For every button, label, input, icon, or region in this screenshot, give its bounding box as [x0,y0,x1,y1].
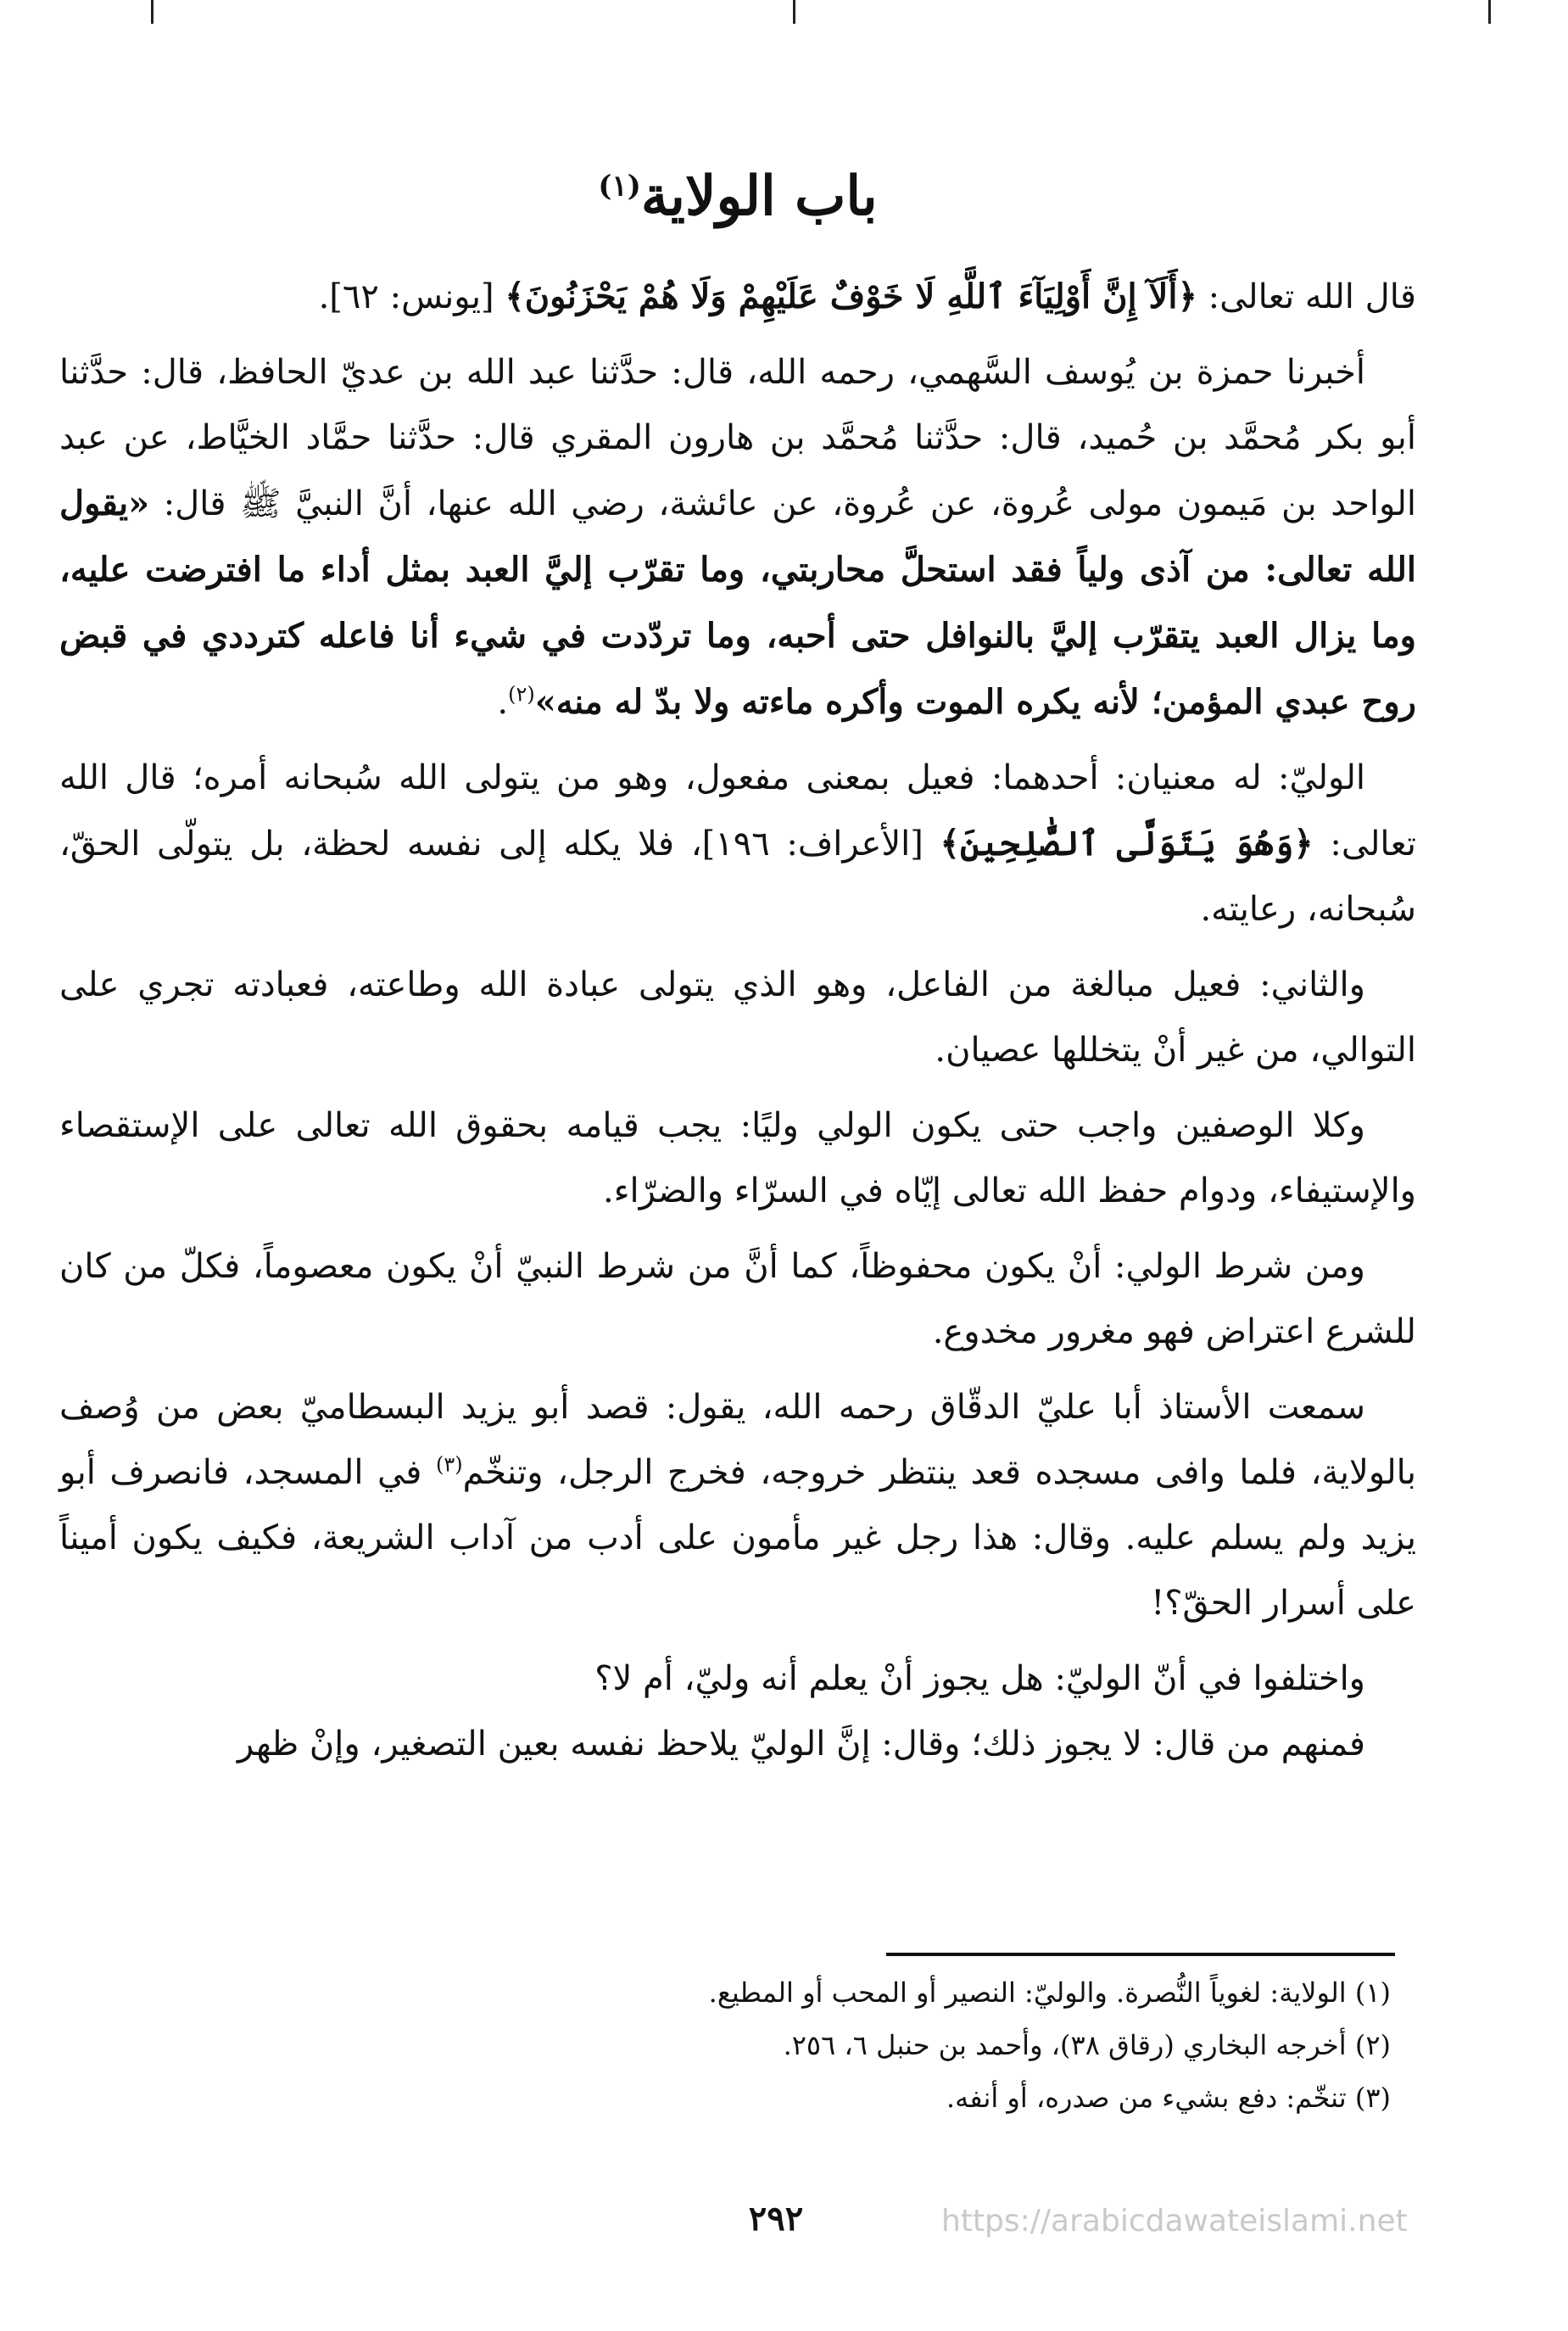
quran-verse: ﴿وَهُوَ يَتَوَلَّى ٱلصَّٰلِحِينَ﴾ [940,824,1314,864]
scan-mark [793,0,795,24]
isnad-text: أخبرنا حمزة بن يُوسف السَّهمي، رحمه الله، قال: حدَّثنا عبد الله بن عديّ الحافظ، قال: حدَّثنا أبو بكر مُحمَّد بن حُميد، قال: حدَّثنا مُحمَّد بن هارون المقري قال: حدَّثنا حمَّاد الخيَّاط، عن عبد الواحد بن مَيمون مولى عُروة، عن عُروة، عن عائشة، رضي الله عنها، أنَّ النبيَّ ﷺ قال: [59,353,1416,524]
paragraph-wali-meaning [59,746,1416,942]
footnote-1: (١) الولاية: لغوياً النُّصرة. والوليّ: النصير أو المحب أو المطيع. [708,1976,1391,2009]
hadith-text: «يقول الله تعالى: من آذى ولياً فقد استحلَّ محاربتي، وما تقرّب إليَّ العبد بمثل أداء ما افترضت عليه، وما يزال العبد يتقرّب إليَّ بالنوافل حتى أحبه، وما تردّدت في شيء أنا فاعله كترددي في قبض روح عبدي المؤمن؛ لأنه يكره الموت وأكره ماءته ولا بدّ له منه» [59,484,1416,723]
text-span: سمعت الأستاذ أبا عليّ الدقّاق رحمه الله، يقول: قصد أبو يزيد البسطاميّ بعض من وُصف بالولاية، فلما وافى مسجده قعد ينتظر خروجه، فخرج الرجل، وتنخّم [59,1388,1416,1493]
footnotes [59,1966,1391,2124]
paragraph-abu-yazid-story [59,1375,1416,1636]
paragraph-disagreement: واختلفوا في أنّ الوليّ: هل يجوز أنْ يعلم أنه وليّ، أم لا؟ [594,1659,1365,1699]
scan-mark [151,0,153,24]
footnote-ref: (١) [598,169,641,204]
text-span: في المسجد، فانصرف أبو يزيد ولم يسلم عليه. وقال: هذا رجل غير مأمون على أدب من آداب الشريعة، فكيف يكون أميناً على أسرار الحقّ؟! [59,1453,1416,1624]
footnote-ref: (٢) [508,682,535,707]
paragraph-second-meaning: والثاني: فعيل مبالغة من الفاعل، وهو الذي يتولى عبادة الله وطاعته، فعبادته تجري على التوالي، من غير أنْ يتخللها عصيان. [59,965,1416,1070]
paragraph-wali-condition: ومن شرط الولي: أنْ يكون محفوظاً، كما أنَّ من شرط النبيّ أنْ يكون معصوماً، فكلّ من كان للشرع اعتراض فهو مغرور مخدوع. [59,1247,1416,1352]
paragraph-quran-verse [59,264,1416,330]
scan-mark [1488,0,1491,24]
chapter-title [59,161,1416,232]
paragraph-opinion: فمنهم من قال: لا يجوز ذلك؛ وقال: إنَّ الوليّ يلاحظ نفسه بعين التصغير، وإنْ ظهر [237,1724,1365,1764]
chapter-title-text: باب الولاية [640,165,878,228]
footnote-ref: (٣) [435,1452,463,1477]
page-number: ٢٩٢ [748,2199,804,2239]
footnote-3: (٣) تنخّم: دفع بشيء من صدره، أو أنفه. [946,2082,1391,2114]
text-span: [الأعراف: ١٩٦]، فلا يكله إلى نفسه لحظة، بل يتولّى الحقّ، سُبحانه، رعايته. [59,825,1416,930]
footnote-2: (٢) أخرجه البخاري (رقاق ٣٨)، وأحمد بن حنبل ٦، ٢٥٦. [783,2029,1391,2061]
paragraph-hadith [59,340,1416,735]
text-span: . [497,683,509,723]
page-body [59,161,1416,1787]
footnote-divider [886,1953,1395,1956]
verse-reference: [يونس: ٦٢]. [318,277,505,317]
quran-verse: ﴿أَلَآ إِنَّ أَوْلِيَآءَ ٱللَّهِ لَا خَوْفٌ عَلَيْهِمْ وَلَا هُمْ يَحْزَنُونَ﴾ [505,277,1197,317]
watermark-url: https://arabicdawateislami.net [941,2204,1408,2239]
text-span: قال الله تعالى: [1197,277,1416,317]
paragraph-both-attributes: وكلا الوصفين واجب حتى يكون الولي وليًا: يجب قيامه بحقوق الله تعالى على الإستقصاء والإستيفاء، ودوام حفظ الله تعالى إيّاه في السرّاء والضرّاء. [59,1106,1416,1211]
scan-top-edge [0,0,1568,34]
text-span: الوليّ: له معنيان: أحدهما: فعيل بمعنى مفعول، وهو من يتولى الله سُبحانه أمره؛ قال الله تعالى: [59,758,1417,864]
